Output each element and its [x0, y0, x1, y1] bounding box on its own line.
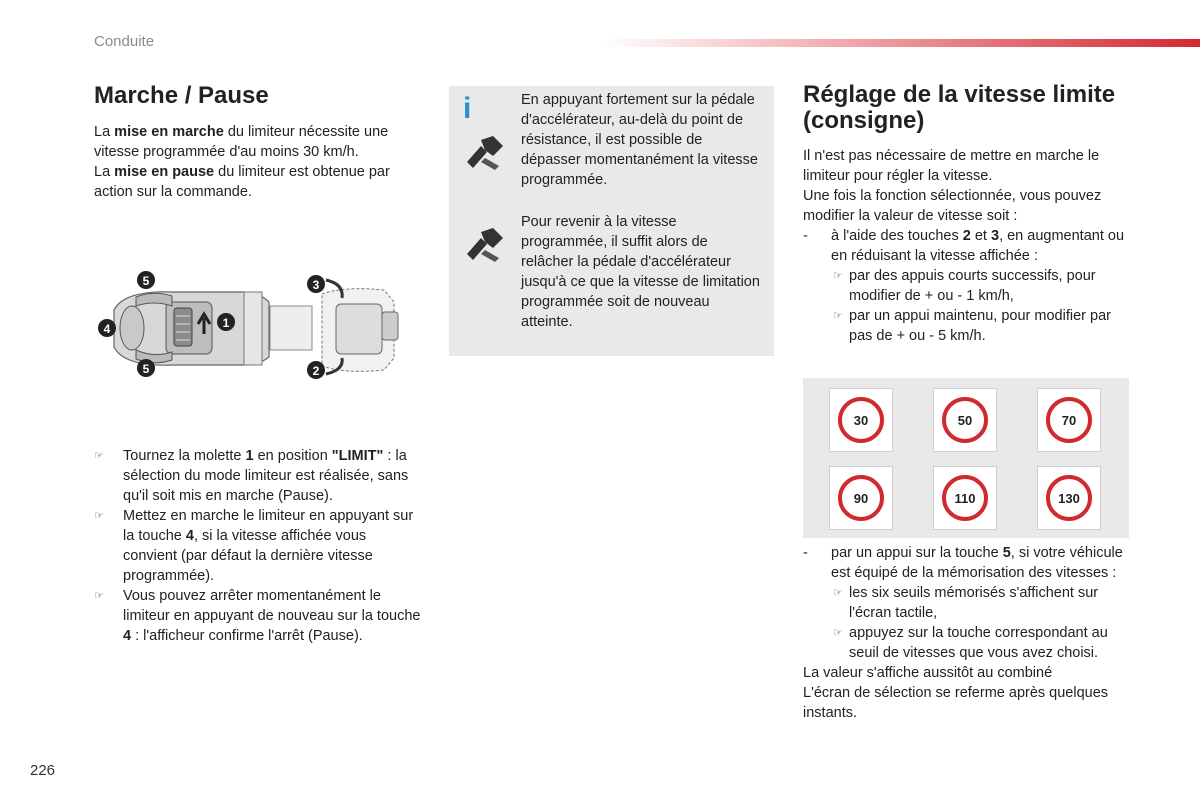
callout-1: [217, 313, 235, 331]
header-accent-bar: [600, 39, 1200, 47]
list-item: ☞ par des appuis courts successifs, pour modifier de + ou - 1 km/h,: [833, 268, 1096, 304]
hand-pointer-icon: ☞: [94, 450, 104, 462]
callout-5-top: [137, 271, 155, 289]
intro-line-2: La mise en pause du limiteur est obtenue par action sur la commande.: [94, 164, 390, 200]
list-item: - par un appui sur la touche 5, si votre véhicule est équipé de la mémorisation des vitesses :: [803, 545, 1123, 581]
svg-text:5: 5: [142, 362, 150, 376]
info-entry-overspeed: En appuyant fortement sur la pédale d'accélérateur, au-delà du point de résistance, il est possible de dépasser momentanément la vitesse programmée.: [521, 92, 758, 188]
svg-text:3: 3: [312, 278, 320, 292]
list-item: ☞ les six seuils mémorisés s'affichent sur l'écran tactile,: [833, 585, 1099, 621]
page-number: 226: [30, 762, 56, 779]
svg-text:5: 5: [142, 274, 150, 288]
list-item: ☞ Tournez la molette 1 en position "LIMIT" : la sélection du mode limiteur est réalisée, sans qu'il soit mis en marche (Pause).: [94, 448, 409, 504]
speed-sign-30: 30: [829, 388, 893, 452]
hand-pointer-icon: ☞: [94, 510, 104, 522]
info-icon: i: [463, 92, 472, 125]
list-item: ☞ Mettez en marche le limiteur en appuyant sur la touche 4, si la vitesse affichée vous convient (par défaut la dernière vitesse programmée).: [94, 508, 414, 584]
list-item: ☞ par un appui maintenu, pour modifier par pas de + ou - 5 km/h.: [833, 308, 1111, 344]
info-box: [449, 86, 774, 356]
svg-text:1: 1: [222, 316, 230, 330]
callout-3: [307, 275, 325, 293]
callout-2: [307, 361, 325, 379]
hand-pointer-icon: ☞: [833, 587, 843, 599]
intro-paragraph: [94, 122, 424, 202]
paragraph: La valeur s'affiche aussitôt au combiné: [803, 665, 1053, 681]
speed-sign-50: 50: [933, 388, 997, 452]
foot-pedal-icon: [463, 132, 507, 172]
svg-text:2: 2: [312, 364, 320, 378]
section-title-reglage: Réglage de la vitesse limite (consigne): [803, 81, 1116, 134]
list-item: ☞ Vous pouvez arrêter momentanément le limiteur en appuyant de nouveau sur la touche 4 : l'afficheur confirme l'arrêt (Pause).: [94, 588, 421, 644]
foot-pedal-icon: [463, 224, 507, 264]
info-entry-return: Pour revenir à la vitesse programmée, il suffit alors de relâcher la pédale d'accélérateur jusqu'à ce que la vitesse de limitation programmée soit de nouveau atteinte.: [521, 214, 760, 330]
paragraph: Il n'est pas nécessaire de mettre en marche le limiteur pour régler la vitesse.: [803, 148, 1100, 184]
callout-4: [98, 319, 116, 337]
speed-sign-110: 110: [933, 466, 997, 530]
hand-pointer-icon: ☞: [94, 590, 104, 602]
hand-pointer-icon: ☞: [833, 627, 843, 639]
control-stalk-figure: [94, 262, 414, 392]
speed-sign-grid: [803, 378, 1129, 538]
instruction-list: [94, 446, 424, 646]
right-body-upper: [803, 146, 1133, 346]
list-item: - à l'aide des touches 2 et 3, en augmentant ou en réduisant la vitesse affichée :: [803, 228, 1125, 264]
paragraph: Une fois la fonction sélectionnée, vous pouvez modifier la valeur de vitesse soit :: [803, 188, 1102, 224]
right-body-lower: [803, 543, 1133, 723]
paragraph: L'écran de sélection se referme après quelques instants.: [803, 685, 1109, 721]
intro-line-1: La mise en marche du limiteur nécessite une vitesse programmée d'au moins 30 km/h.: [94, 124, 389, 160]
svg-text:4: 4: [103, 322, 111, 336]
speed-sign-70: 70: [1037, 388, 1101, 452]
list-item: ☞ appuyez sur la touche correspondant au seuil de vitesses que vous avez choisi.: [833, 625, 1108, 661]
header-section-label: Conduite: [94, 33, 155, 50]
hand-pointer-icon: ☞: [833, 310, 843, 322]
hand-pointer-icon: ☞: [833, 270, 843, 282]
speed-sign-130: 130: [1037, 466, 1101, 530]
speed-sign-90: 90: [829, 466, 893, 530]
callout-5-bottom: [137, 359, 155, 377]
section-title-marche-pause: Marche / Pause: [94, 82, 269, 109]
stalk-illustration: [94, 262, 414, 392]
